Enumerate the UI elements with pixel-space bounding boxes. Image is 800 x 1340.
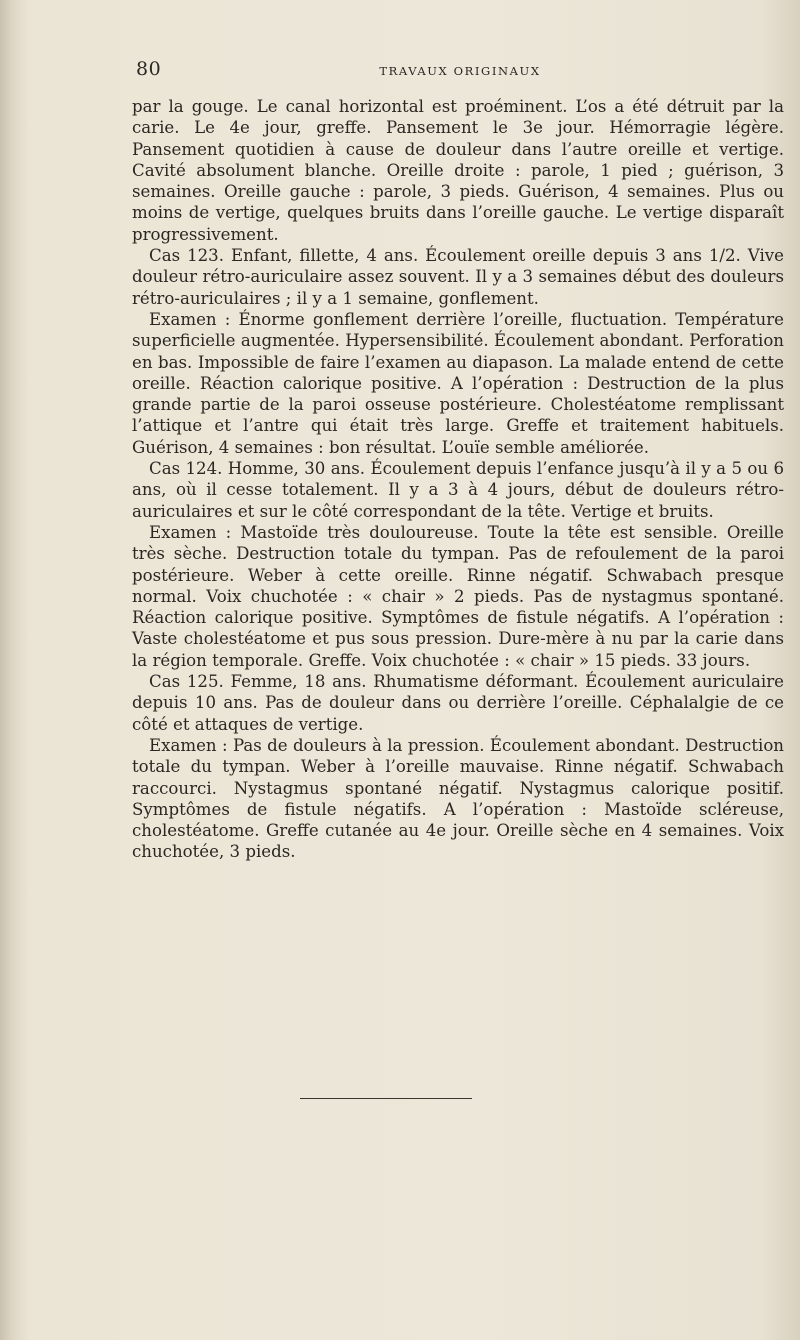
- paragraph-case-124: Cas 124. Homme, 30 ans. Écoulement depuis l’enfance jusqu’à il y a 5 ou 6 ans, où il cesse totalement. Il y a 3 à 4 jours, début de douleurs rétro-auriculaires et sur le côté correspondant de la tête. Vertige et bruits.: [132, 459, 784, 521]
- paragraph-case-123: Cas 123. Enfant, fillette, 4 ans. Écoulement oreille depuis 3 ans 1/2. Vive douleur rétro-auriculaire assez souvent. Il y a 3 semaines début des douleurs rétro-auriculaires ; il y a 1 semaine, gonflement.: [132, 246, 784, 308]
- paragraph-examen-125: Examen : Pas de douleurs à la pression. Écoulement abondant. Destruction totale du tympan. Weber à l’oreille mauvaise. Rinne négatif. Schwabach raccourci. Nystagmus spontané négatif. Nystagmus calorique positif. Symptômes de fistule négatifs. A l’opération : Mastoïde scléreuse, cholestéatome. Greffe cutanée au 4e jour. Oreille sèche en 4 semaines. Voix chuchotée, 3 pieds.: [132, 735, 784, 862]
- running-title: TRAVAUX ORIGINAUX: [379, 64, 541, 78]
- body-text: [132, 96, 784, 863]
- page-header: [136, 58, 784, 86]
- paragraph-continuation: par la gouge. Le canal horizontal est proéminent. L’os a été détruit par la carie. Le 4e jour, greffe. Pansement le 3e jour. Hémorragie légère. Pansement quotidien à cause de douleur dans l’autre oreille et vertige. Cavité absolument blanche. Oreille droite : parole, 1 pied ; guérison, 3 semaines. Oreille gauche : parole, 3 pieds. Guérison, 4 semaines. Plus ou moins de vertige, quelques bruits dans l’oreille gauche. Le vertige disparaît progressivement.: [132, 97, 784, 244]
- paragraph-examen-123: Examen : Énorme gonflement derrière l’oreille, fluctuation. Température superficielle augmentée. Hypersensibilité. Écoulement abondant. Perforation en bas. Impossible de faire l’examen au diapason. La malade entend de cette oreille. Réaction calorique positive. A l’opération : Destruction de la plus grande partie de la paroi osseuse postérieure. Cholestéatome remplissant l’attique et l’antre qui était très large. Greffe et traitement habituels. Guérison, 4 semaines : bon résultat. L’ouïe semble améliorée.: [132, 309, 784, 457]
- paragraph-examen-124: Examen : Mastoïde très douloureuse. Toute la tête est sensible. Oreille très sèche. Destruction totale du tympan. Pas de refoulement de la paroi postérieure. Weber à cette oreille. Rinne négatif. Schwabach presque normal. Voix chuchotée : « chair » 2 pieds. Pas de nystagmus spontané. Réaction calorique positive. Symptômes de fistule négatifs. A l’opération : Vaste cholestéatome et pus sous pression. Dure-mère à nu par la carie dans la région temporale. Greffe. Voix chuchotée : « chair » 15 pieds. 33 jours.: [132, 522, 784, 670]
- page-number: 80: [136, 58, 162, 80]
- paragraph-case-125: Cas 125. Femme, 18 ans. Rhumatisme déformant. Écoulement auriculaire depuis 10 ans. Pas de douleur dans ou derrière l’oreille. Céphalalgie de ce côté et attaques de vertige.: [132, 672, 784, 734]
- bottom-rule: [300, 1098, 472, 1099]
